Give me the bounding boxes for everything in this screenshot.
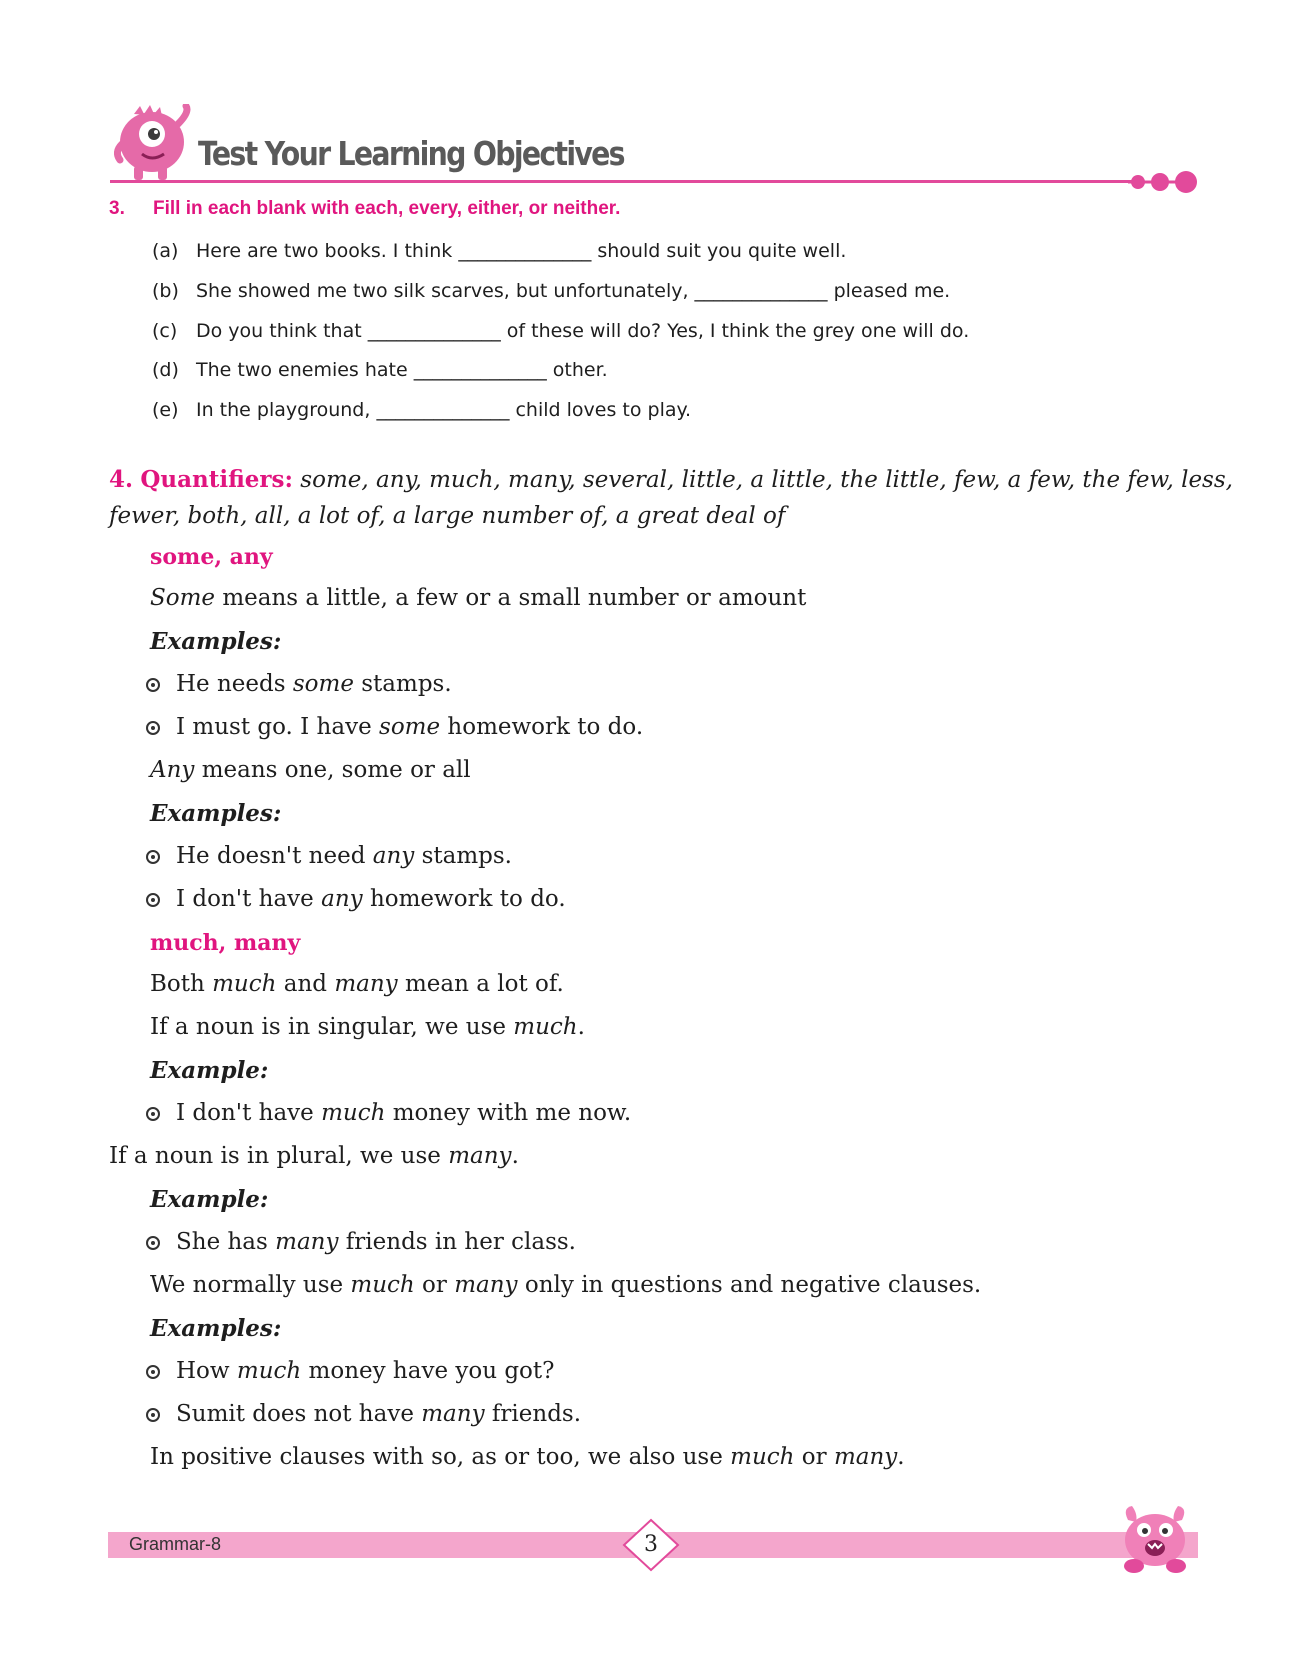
section-header-title: Test Your Learning Objectives bbox=[198, 134, 624, 173]
text: and bbox=[276, 971, 335, 997]
text: We normally use bbox=[150, 1272, 351, 1298]
item-text-after: other. bbox=[546, 359, 608, 381]
example-item bbox=[146, 1229, 576, 1255]
decorative-dots-icon bbox=[1128, 168, 1200, 196]
emphasis: any bbox=[372, 843, 415, 869]
section-title: Quantifiers: bbox=[140, 466, 293, 493]
pink-monster-footer-icon bbox=[1112, 1500, 1198, 1580]
examples-label: Examples: bbox=[150, 800, 282, 827]
page-number-badge bbox=[622, 1518, 680, 1572]
text: only in questions and negative clauses. bbox=[517, 1272, 982, 1298]
example-item bbox=[146, 671, 452, 697]
text: I don't have bbox=[176, 886, 322, 912]
definition-text: means one, some or all bbox=[194, 757, 471, 783]
emphasis: many bbox=[334, 971, 398, 997]
plural-rule bbox=[109, 1143, 519, 1169]
much-many-definition bbox=[150, 971, 564, 997]
text: stamps. bbox=[353, 671, 452, 697]
text: friends. bbox=[484, 1401, 582, 1427]
header-divider bbox=[110, 180, 1138, 183]
emphasis: much bbox=[350, 1272, 415, 1298]
item-label: (a) bbox=[152, 240, 179, 262]
positive-clause-rule bbox=[150, 1444, 905, 1470]
term-some: Some bbox=[150, 585, 216, 611]
text: I must go. I have bbox=[176, 714, 380, 740]
bullet-icon bbox=[146, 893, 160, 907]
section-number: 4. bbox=[109, 466, 134, 493]
definition-text: means a little, a few or a small number or amount bbox=[215, 585, 807, 611]
exercise-item-a bbox=[152, 240, 846, 262]
bullet-icon bbox=[146, 1408, 160, 1422]
text: friends in her class. bbox=[338, 1229, 576, 1255]
exercise-number: 3. bbox=[109, 198, 125, 219]
item-text-before: Do you think that bbox=[196, 320, 368, 342]
instruction-text: Fill in each blank with each, every, either, or neither. bbox=[153, 198, 621, 219]
emphasis: many bbox=[448, 1143, 512, 1169]
emphasis: much bbox=[321, 1100, 386, 1126]
item-label: (e) bbox=[152, 399, 179, 421]
usage-rule bbox=[150, 1272, 981, 1298]
blank: ______________ bbox=[376, 399, 510, 421]
text: . bbox=[577, 1014, 585, 1040]
text: I don't have bbox=[176, 1100, 322, 1126]
example-label: Example: bbox=[150, 1186, 269, 1213]
exercise-item-d bbox=[152, 359, 608, 381]
emphasis: much bbox=[730, 1444, 795, 1470]
examples-label: Examples: bbox=[150, 1315, 282, 1342]
text: If a noun is in singular, we use bbox=[150, 1014, 514, 1040]
emphasis: some bbox=[379, 714, 441, 740]
exercise-item-e bbox=[152, 399, 691, 421]
emphasis: some bbox=[292, 671, 354, 697]
item-text-before: The two enemies hate bbox=[196, 359, 414, 381]
example-item bbox=[146, 843, 512, 869]
pink-monster-mascot-icon bbox=[114, 104, 200, 182]
term-any: Any bbox=[150, 757, 195, 783]
page-number: 3 bbox=[644, 1532, 658, 1557]
text: homework to do. bbox=[440, 714, 644, 740]
example-item bbox=[146, 714, 643, 740]
text: If a noun is in plural, we use bbox=[109, 1143, 449, 1169]
example-item bbox=[146, 1358, 554, 1384]
footer-book-title: Grammar-8 bbox=[129, 1534, 222, 1554]
blank: ______________ bbox=[367, 320, 501, 342]
emphasis: much bbox=[236, 1358, 302, 1384]
bullet-icon bbox=[146, 721, 160, 735]
some-definition bbox=[150, 585, 806, 611]
example-label: Example: bbox=[150, 1057, 269, 1084]
item-label: (c) bbox=[152, 320, 178, 342]
item-text-before: In the playground, bbox=[196, 399, 377, 421]
text: money have you got? bbox=[301, 1358, 555, 1384]
bullet-icon bbox=[146, 1365, 160, 1379]
text: How bbox=[176, 1358, 237, 1384]
any-definition bbox=[150, 757, 471, 783]
emphasis: much bbox=[212, 971, 277, 997]
text: mean a lot of. bbox=[397, 971, 564, 997]
emphasis: much bbox=[513, 1014, 578, 1040]
text: . bbox=[511, 1143, 519, 1169]
emphasis: many bbox=[421, 1401, 485, 1427]
subheading-some-any: some, any bbox=[150, 544, 273, 570]
text: . bbox=[897, 1444, 905, 1470]
exercise-3-instruction bbox=[109, 198, 620, 220]
emphasis: many bbox=[833, 1444, 898, 1470]
quantifier-list-line-2: fewer, both, all, a lot of, a large number of, a great deal of bbox=[109, 503, 786, 529]
text: money with me now. bbox=[385, 1100, 632, 1126]
emphasis: any bbox=[321, 886, 363, 912]
example-item bbox=[146, 1100, 631, 1126]
emphasis: many bbox=[454, 1272, 518, 1298]
example-item bbox=[146, 1401, 581, 1427]
text: In positive clauses with so, as or too, we also use bbox=[150, 1444, 731, 1470]
item-text-after: child loves to play. bbox=[509, 399, 692, 421]
bullet-icon bbox=[146, 1236, 160, 1250]
item-label: (b) bbox=[152, 280, 179, 302]
item-text-before: She showed me two silk scarves, but unfortunately, bbox=[196, 280, 695, 302]
blank: ______________ bbox=[694, 280, 828, 302]
item-text-after: pleased me. bbox=[827, 280, 951, 302]
example-item bbox=[146, 886, 566, 912]
text: He doesn't need bbox=[176, 843, 373, 869]
text: Sumit does not have bbox=[176, 1401, 422, 1427]
bullet-icon bbox=[146, 678, 160, 692]
exercise-item-c bbox=[152, 320, 969, 342]
singular-rule bbox=[150, 1014, 585, 1040]
blank: ______________ bbox=[413, 359, 547, 381]
text: or bbox=[794, 1444, 834, 1470]
quantifiers-intro bbox=[109, 462, 1233, 534]
text: homework to do. bbox=[362, 886, 566, 912]
item-text-before: Here are two books. I think bbox=[196, 240, 459, 262]
emphasis: many bbox=[275, 1229, 339, 1255]
bullet-icon bbox=[146, 850, 160, 864]
text: stamps. bbox=[414, 843, 512, 869]
text: Both bbox=[150, 971, 213, 997]
text: She has bbox=[176, 1229, 276, 1255]
item-text-after: should suit you quite well. bbox=[591, 240, 847, 262]
item-label: (d) bbox=[152, 359, 179, 381]
quantifier-list-line-1: some, any, much, many, several, little, a little, the little, few, a few, the few, less, bbox=[300, 467, 1233, 493]
exercise-item-b bbox=[152, 280, 950, 302]
text: He needs bbox=[176, 671, 293, 697]
text: or bbox=[414, 1272, 455, 1298]
examples-label: Examples: bbox=[150, 628, 282, 655]
subheading-much-many: much, many bbox=[150, 930, 301, 956]
blank: ______________ bbox=[458, 240, 592, 262]
bullet-icon bbox=[146, 1107, 160, 1121]
item-text-after: of these will do? Yes, I think the grey one will do. bbox=[500, 320, 970, 342]
